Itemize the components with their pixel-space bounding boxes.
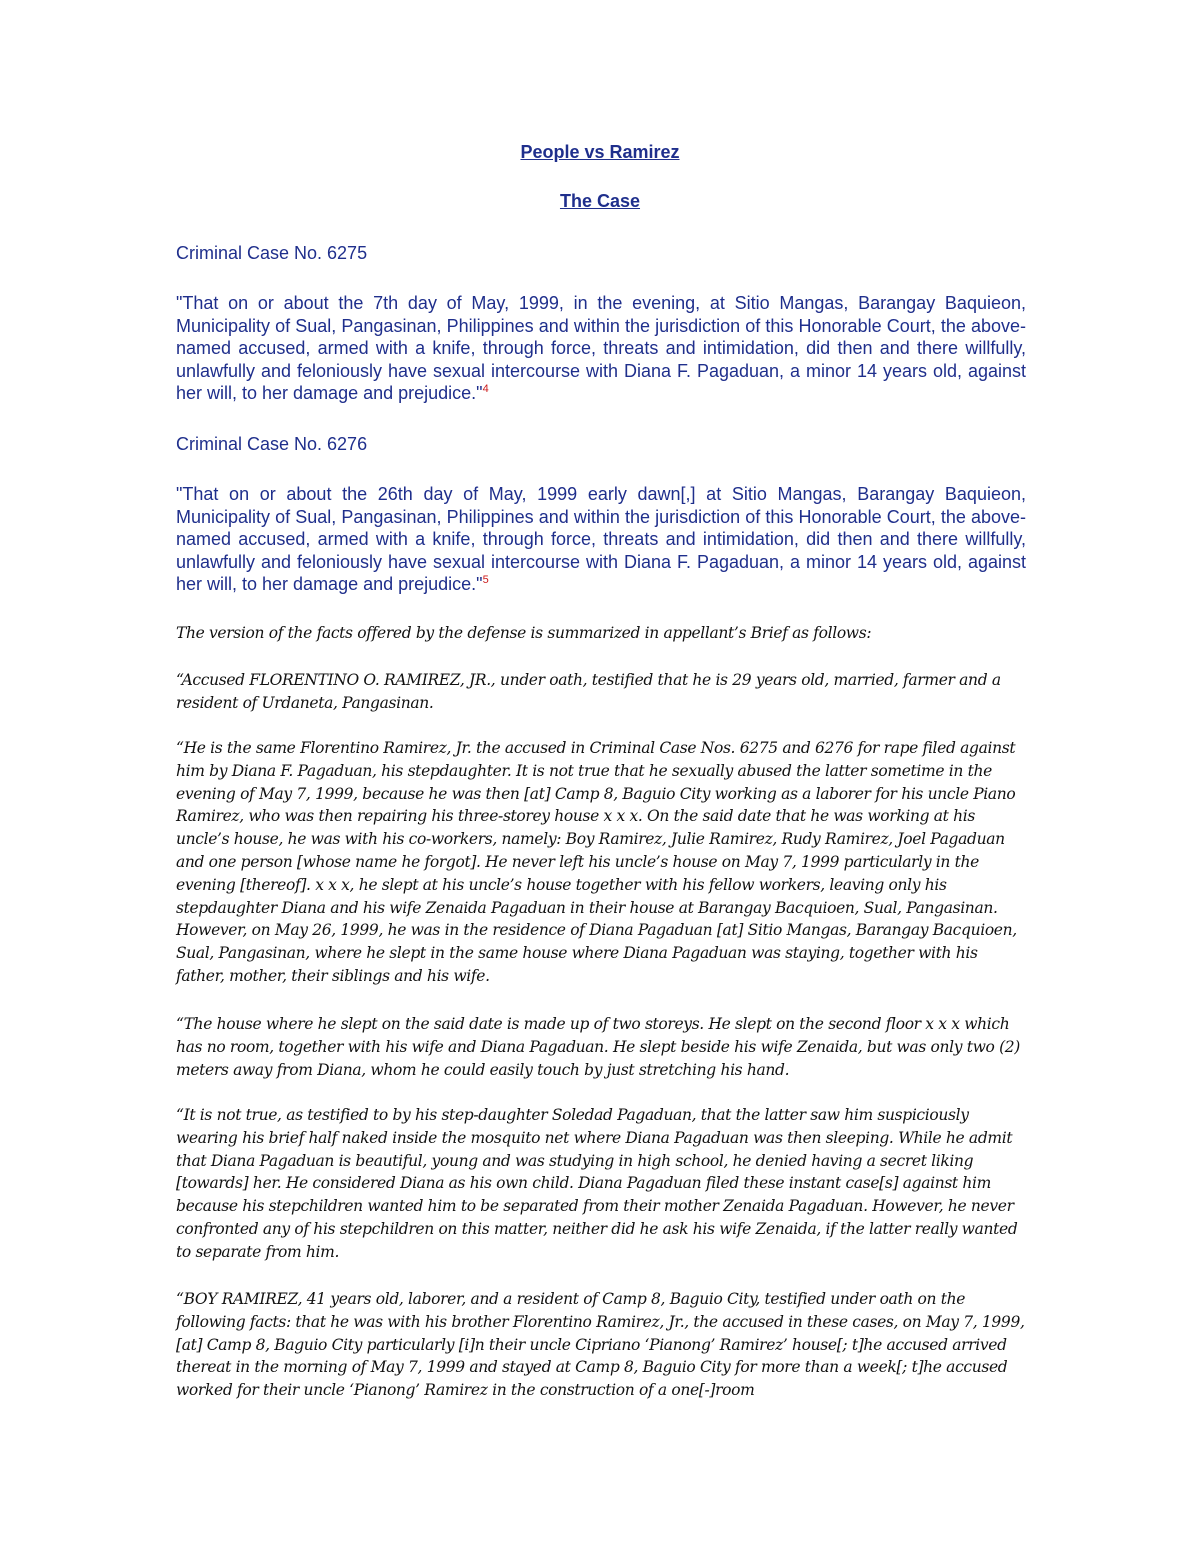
testimony-paragraph: “BOY RAMIREZ, 41 years old, laborer, and a resident of Camp 8, Baguio City, testified under oath on the following facts: that he was with his brother Florentino Ramirez, Jr., the accused in these cases, on May 7, 1999, [at] Camp 8, Baguio City particularly [i]n their uncle Cipriano ‘Pianong’ Ramirez’ house[; t]he accused arrived thereat in the morning of May 7, 1999 and stayed at Camp 8, Baguio City for more than a week[; t]he accused worked for their uncle ‘Pianong’ Ramirez in the construction of a one[-]room xyxy=(176,1290,1025,1400)
information-text: "That on or about the 7th day of May, 1999, in the evening, at Sitio Mangas, Barangay Baquieon, Municipality of Sual, Pangasinan, Philippines and within the jurisdiction of this Honorable Court, the above-named accused, armed with a knife, through force, threats and intimidation, did then and there willfully, unlawfully and feloniously have sexual intercourse with Diana F. Pagaduan, a minor 14 years old, against her will, to her damage and prejudice." xyxy=(176,293,1026,403)
information-text: "That on or about the 26th day of May, 1999 early dawn[,] at Sitio Mangas, Barangay Baquieon, Municipality of Sual, Pangasinan, Philippines and within the jurisdiction of this Honorable Court, the above-named accused, armed with a knife, through force, threats and intimidation, did then and there willfully, unlawfully and feloniously have sexual intercourse with Diana F. Pagaduan, a minor 14 years old, against her will, to her damage and prejudice." xyxy=(176,484,1026,594)
section-heading: The Case xyxy=(559,191,641,211)
footnote-marker[interactable]: 4 xyxy=(482,383,489,395)
case-label-6275: Criminal Case No. 6275 xyxy=(176,243,368,263)
case-label-6276: Criminal Case No. 6276 xyxy=(176,434,368,454)
testimony-paragraph: “The house where he slept on the said date is made up of two storeys. He slept on the second floor x x x which has no room, together with his wife and Diana Pagaduan. He slept beside his wife Zenaida, but was only two (2) meters away from Diana, whom he could easily touch by just stretching his hand. xyxy=(176,1015,1021,1079)
testimony-paragraph: “He is the same Florentino Ramirez, Jr. the accused in Criminal Case Nos. 6275 and 6276 for rape filed against him by Diana F. Pagaduan, his stepdaughter. It is not true that he sexually abused the latter sometime in the evening of May 7, 1999, because he was then [at] Camp 8, Baguio City working as a laborer for his uncle Piano Ramirez, who was then repairing his three-storey house x x x. On the said date that he was working at his uncle’s house, he was with his co-workers, namely: Boy Ramirez, Julie Ramirez, Rudy Ramirez, Joel Pagaduan and one person [whose name he forgot]. He never left his uncle’s house on May 7, 1999 particularly in the evening [thereof]. x x x, he slept at his uncle’s house together with his fellow workers, leaving only his stepdaughter Diana and his wife Zenaida Pagaduan in their house at Barangay Bacquioen, Sual, Pangasinan. However, on May 26, 1999, he was in the residence of Diana Pagaduan [at] Sitio Mangas, Barangay Bacquioen, Sual, Pangasinan, where he slept in the same house where Diana Pagaduan was staying, together with his father, mother, their siblings and his wife. xyxy=(176,739,1017,985)
testimony-paragraph: “Accused FLORENTINO O. RAMIREZ, JR., under oath, testified that he is 29 years old, married, farmer and a resident of Urdaneta, Pangasinan. xyxy=(176,671,1001,712)
testimony-paragraph: “It is not true, as testified to by his step-daughter Soledad Pagaduan, that the latter saw him suspiciously wearing his brief half naked inside the mosquito net where Diana Pagaduan was then sleeping. While he admit that Diana Pagaduan is beautiful, young and was studying in high school, he denied having a secret liking [towards] her. He considered Diana as his own child. Diana Pagaduan filed these instant case[s] against him because his stepchildren wanted him to be separated from their mother Zenaida Pagaduan. However, he never confronted any of his stepchildren on this matter, neither did he ask his wife Zenaida, if the latter really wanted to separate from him. xyxy=(176,1106,1018,1261)
case-information-6276 xyxy=(176,483,1026,596)
case-information-6275 xyxy=(176,292,1026,405)
defense-intro-paragraph: The version of the facts offered by the defense is summarized in appellant’s Brief as follows: xyxy=(176,624,872,642)
footnote-marker[interactable]: 5 xyxy=(482,574,489,586)
page-title: People vs Ramirez xyxy=(520,142,680,162)
